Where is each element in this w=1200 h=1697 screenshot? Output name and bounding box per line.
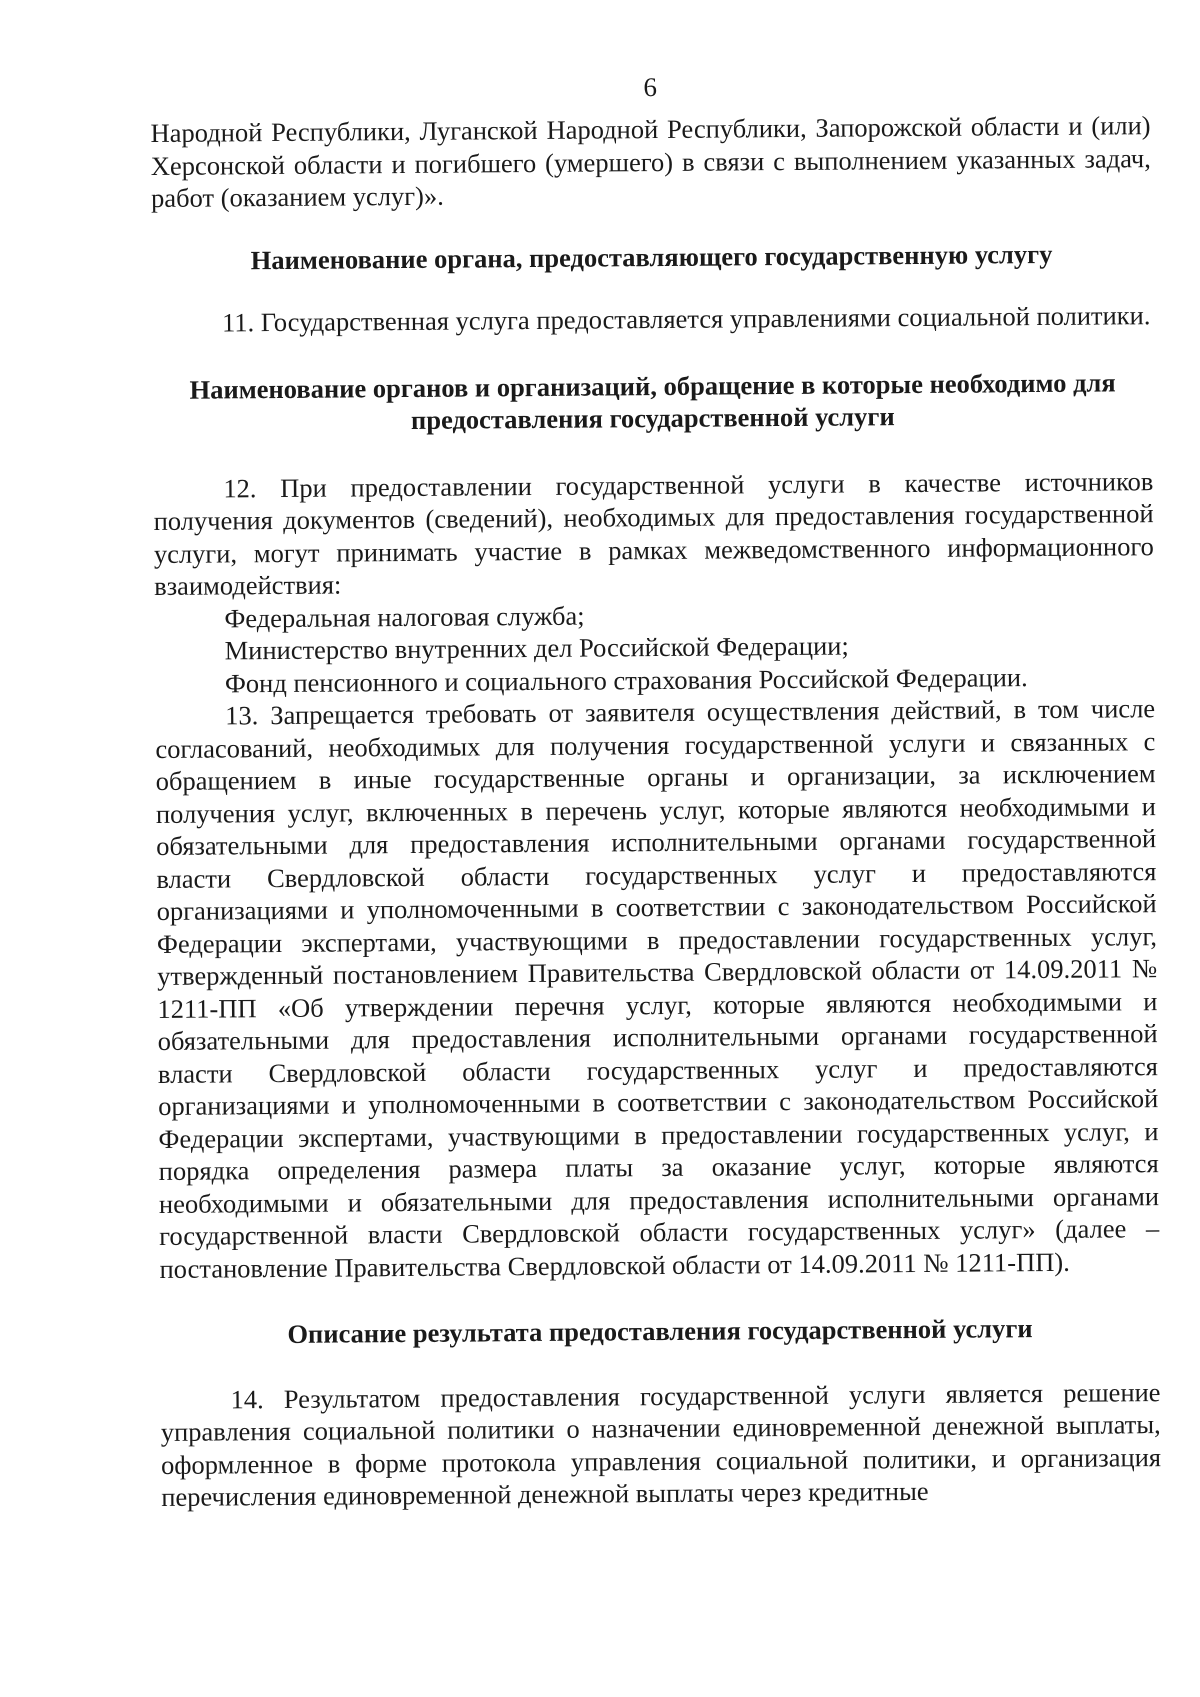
paragraph-12: 12. При предоставлении государственной услуги в качестве источников получения документов (сведений), необходимых для предоставления государственной услуги, могут принимать участие в рамках межведомственного информационного взаимодействия: (153, 465, 1154, 601)
list-item-tax-service: Федеральная налоговая служба; (224, 600, 585, 633)
page-number: 6 (643, 72, 658, 103)
list-item-interior-ministry: Министерство внутренних дел Российской Федерации; (224, 630, 849, 666)
section-heading-authority: Наименование органа, предоставляющего государственную услугу (250, 238, 1053, 275)
paragraph-11: 11. Государственная услуга предоставляется управлениями социальной политики. (221, 300, 1151, 338)
list-item-pension-fund: Фонд пенсионного и социального страхования Российской Федерации. (224, 661, 1028, 698)
section-heading-result: Описание результата предоставления государственной услуги (287, 1313, 1033, 1349)
document-page (150, 52, 1161, 1513)
paragraph-13: 13. Запрещается требовать от заявителя осуществления действий, в том числе согласований, необходимых для получения государственной услуги и связанных с обращением в иные государственные органы и организации, за исключением получения услуг, включенных в перечень услуг, которые являются необходимыми и обязательными для предоставления исполнительными органами государственной власти Свердловской области государственных услуг и предоставляются организациями и уполномоченными в соответствии с законодательством Российской Федерации экспертами, участвующими в предоставлении государственных услуг, утвержденный постановлением Правительства Свердловской области от 14.09.2011 № 1211-ПП «Об утверждении перечня услуг, которые являются необходимыми и обязательными для предоставления исполнительными органами государственной власти Свердловской области государственных услуг и предоставляются организациями и уполномоченными в соответствии с законодательством Российской Федерации экспертами, участвующими в предоставлении государственных услуг, и порядка определения размера платы за оказание услуг, которые являются необходимыми и обязательными для предоставления исполнительными органами государственной власти Свердловской области государственных услуг» (далее – постановление Правительства Свердловской области от 14.09.2011 № 1211-ПП). (155, 693, 1160, 1284)
paragraph-14: 14. Результатом предоставления государственной услуги является решение управления социальной политики о назначении единовременной денежной выплаты, оформленное в форме протокола управления социальной политики, и организация перечисления единовременной денежной выплаты через кредитные (160, 1376, 1162, 1512)
section-heading-organizations: Наименование органов и организаций, обращение в которые необходимо для предоставления государственной услуги (189, 366, 1116, 435)
intro-paragraph: Народной Республики, Луганской Народной Республики, Запорожской области и (или) Херсонской области и погибшего (умершего) в связи с выполнением указанных задач, работ (оказанием услуг)». (150, 110, 1151, 213)
